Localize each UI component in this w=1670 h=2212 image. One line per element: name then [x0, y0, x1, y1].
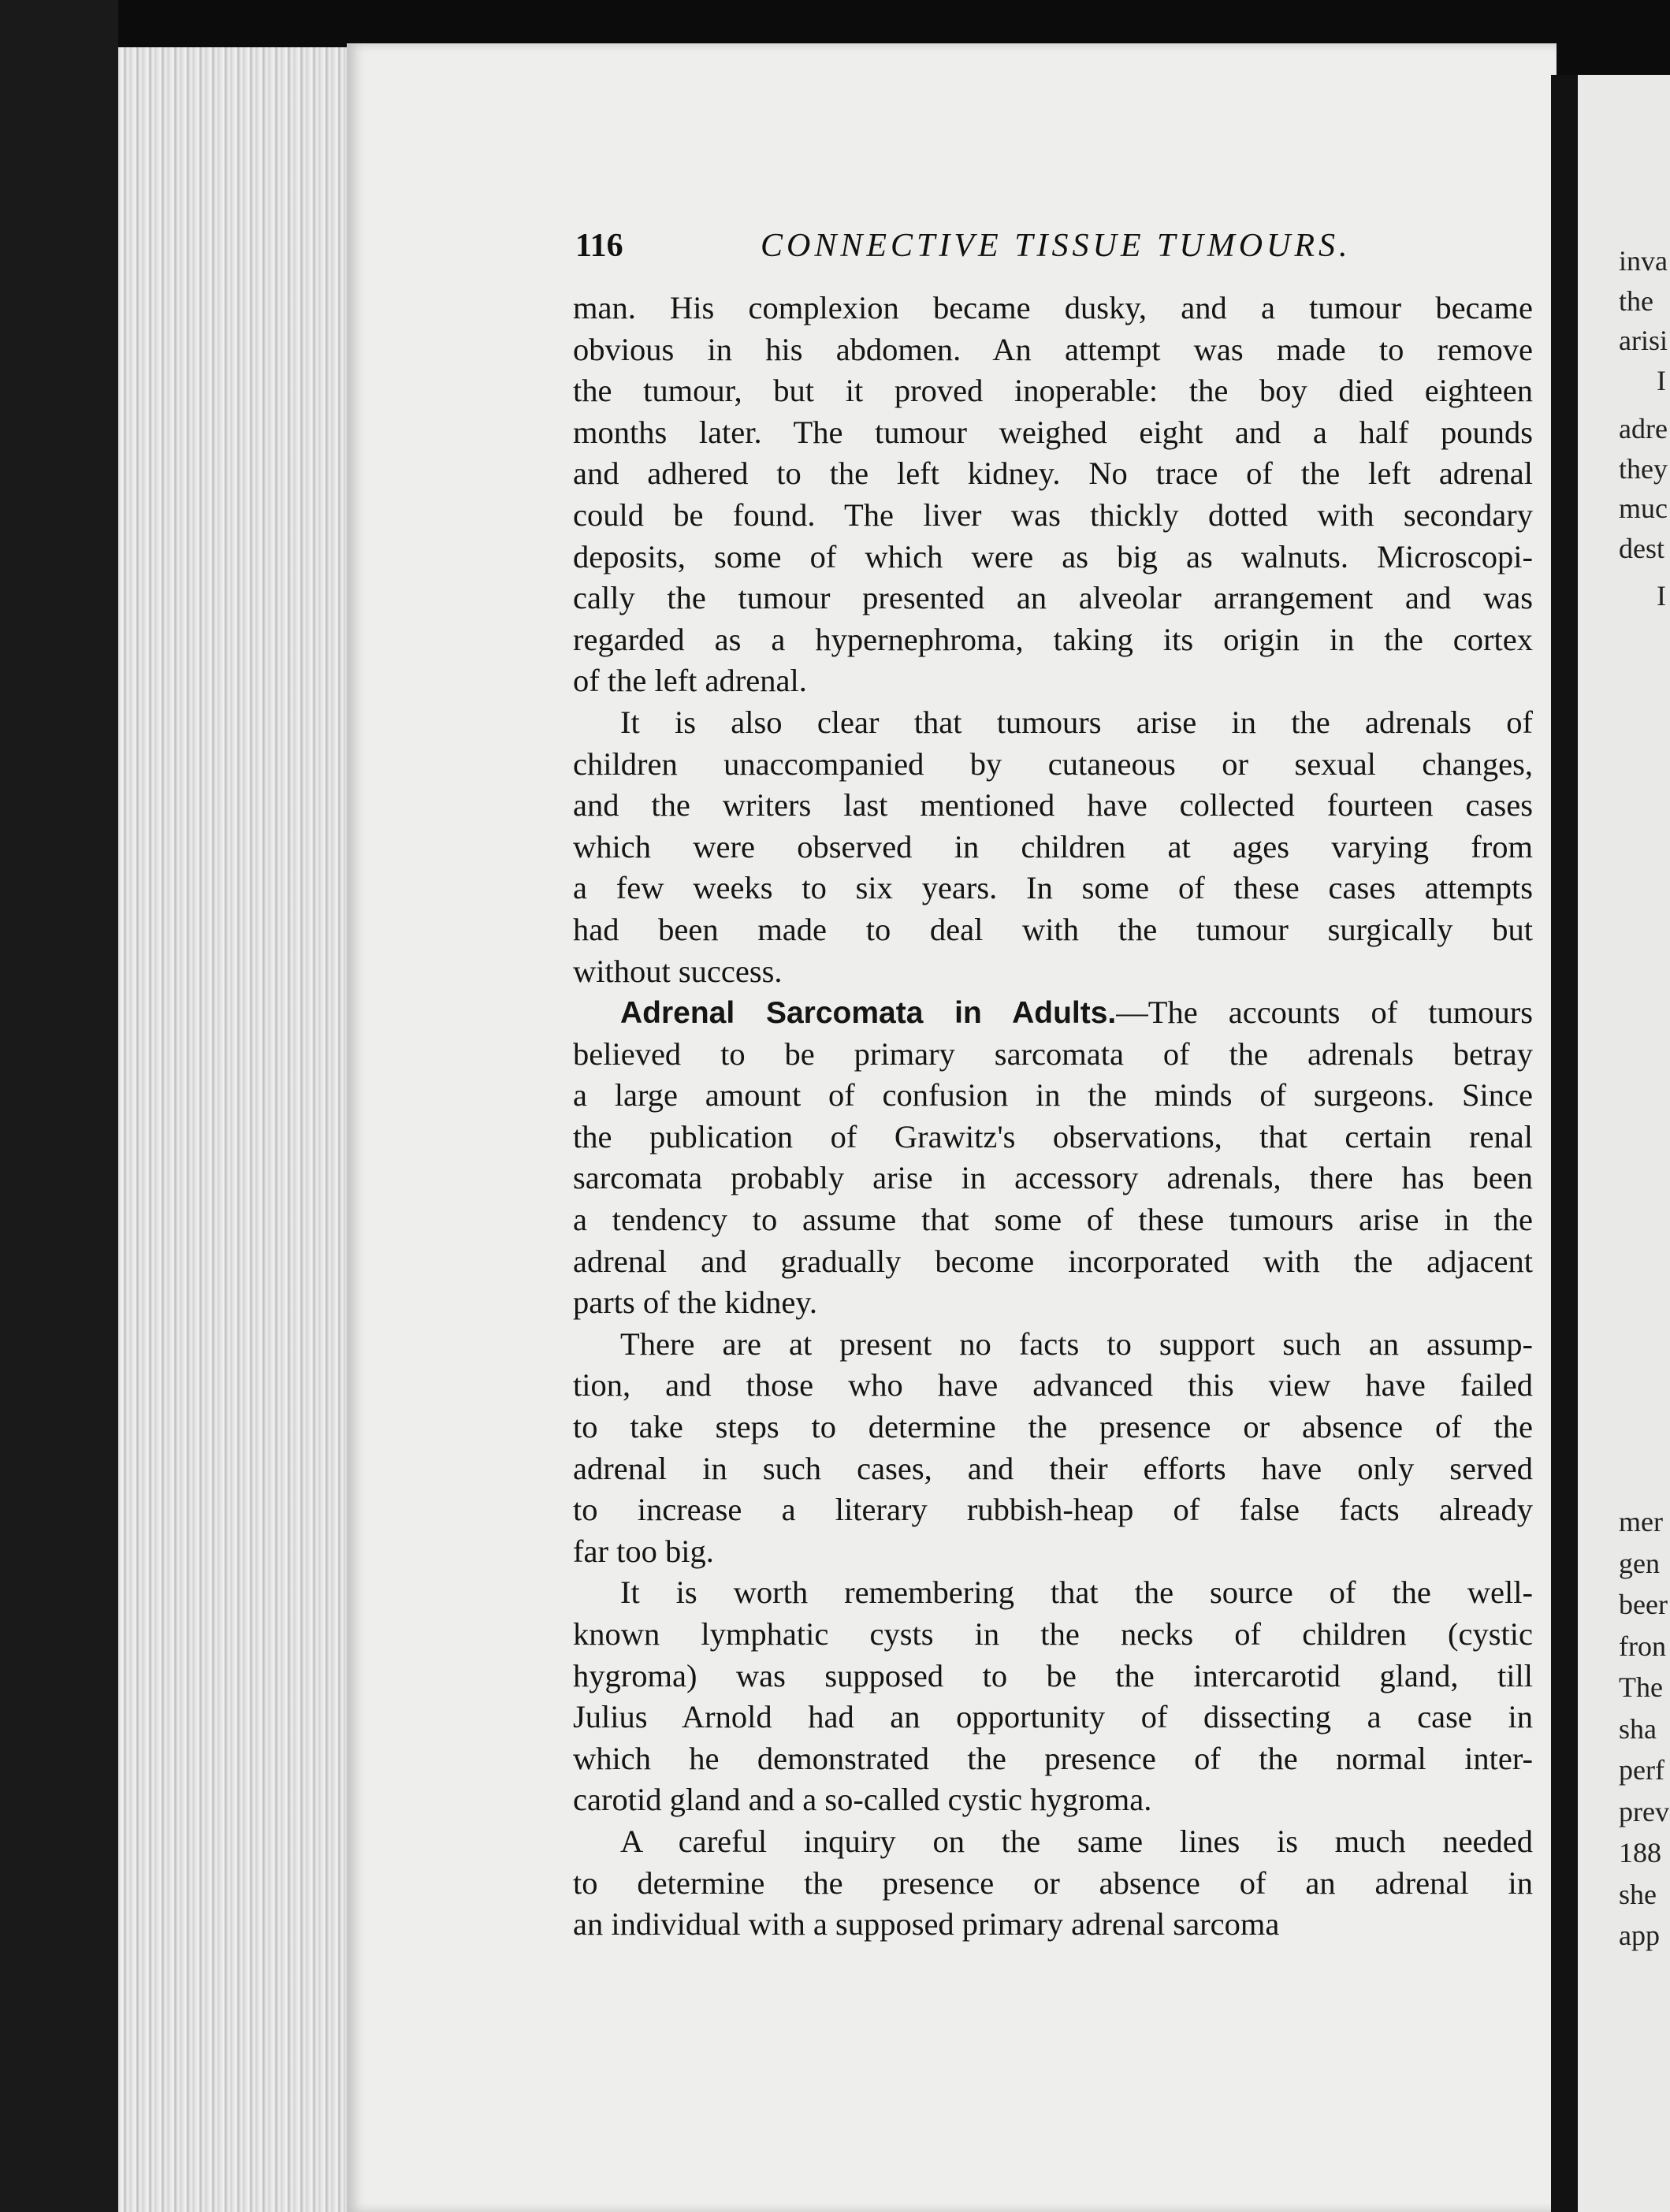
line-text: obvious in his abdomen. An attempt was made to remove: [573, 331, 1533, 367]
section-paragraph: [573, 992, 1533, 1324]
line-text: hygroma) was supposed to be the intercarotid gland, till: [573, 1657, 1533, 1693]
line-text: sarcomata probably arise in accessory adrenals, there has been: [573, 1160, 1533, 1196]
text-line: [573, 1531, 1533, 1573]
text-line: [573, 619, 1533, 661]
line-text: adrenal and gradually become incorporated with the adjacent: [573, 1243, 1533, 1279]
text-line: [573, 1448, 1533, 1490]
text-line: [573, 1199, 1533, 1241]
facing-page-fragment: [1578, 75, 1670, 2212]
facing-line: beer: [1619, 1589, 1668, 1620]
line-text: months later. The tumour weighed eight and a half pounds: [573, 414, 1533, 450]
line-text: which he demonstrated the presence of the normal inter-: [573, 1740, 1533, 1776]
text-line: [573, 453, 1533, 495]
text-line: [573, 992, 1533, 1034]
facing-line: they: [1619, 453, 1668, 485]
text-line: [573, 1158, 1533, 1199]
text-line: [573, 1572, 1533, 1614]
text-line: [573, 1489, 1533, 1531]
facing-line: app: [1619, 1920, 1660, 1951]
text-line: [573, 1821, 1533, 1863]
line-text: a few weeks to six years. In some of these cases attempts: [573, 870, 1533, 906]
facing-line: arisi: [1619, 325, 1668, 356]
paragraph: [573, 1821, 1533, 1946]
facing-line: adre: [1619, 413, 1668, 444]
text-line: [573, 660, 1533, 702]
line-text: known lymphatic cysts in the necks of children (cystic: [573, 1616, 1533, 1652]
line-text: It is worth remembering that the source of the well-: [620, 1574, 1533, 1611]
text-line: [573, 1075, 1533, 1117]
line-text: an individual with a supposed primary adrenal sarcoma: [573, 1906, 1280, 1942]
text-line: [573, 1324, 1533, 1366]
text-line: [573, 744, 1533, 786]
text-line: [573, 1863, 1533, 1905]
text-line: [573, 1117, 1533, 1158]
text-line: [573, 495, 1533, 537]
line-text: to take steps to determine the presence or absence of the: [573, 1409, 1533, 1445]
line-text: Julius Arnold had an opportunity of dissecting a case in: [573, 1699, 1533, 1735]
line-text: without success.: [573, 953, 783, 989]
text-line: [573, 1904, 1533, 1946]
body-text: [573, 288, 1533, 1946]
text-line: [573, 702, 1533, 744]
text-line: [573, 785, 1533, 827]
facing-line: inva: [1619, 245, 1668, 277]
paragraph: [573, 288, 1533, 702]
line-text: tion, and those who have advanced this view have failed: [573, 1367, 1533, 1403]
line-text: adrenal in such cases, and their efforts have only served: [573, 1450, 1533, 1486]
text-line: [573, 370, 1533, 412]
line-text: and the writers last mentioned have collected fourteen cases: [573, 787, 1533, 823]
line-text: regarded as a hypernephroma, taking its origin in the cortex: [573, 621, 1533, 657]
line-text: of the left adrenal.: [573, 663, 807, 699]
text-line: [573, 1697, 1533, 1738]
text-line: [573, 827, 1533, 868]
facing-line: I: [1657, 365, 1666, 396]
facing-line: The: [1619, 1671, 1663, 1703]
text-line: [573, 412, 1533, 454]
section-heading: Adrenal Sarcomata in Adults.: [620, 996, 1117, 1031]
text-line: [573, 1282, 1533, 1324]
line-text: —The accounts of tumours: [1116, 994, 1533, 1031]
text-line: [573, 1407, 1533, 1448]
facing-line: 188: [1619, 1837, 1661, 1868]
text-line: [573, 909, 1533, 951]
line-text: carotid gland and a so-called cystic hygroma.: [573, 1782, 1152, 1818]
text-line: [573, 1779, 1533, 1821]
text-line: [573, 1614, 1533, 1656]
line-text: deposits, some of which were as big as walnuts. Microscopi-: [573, 538, 1533, 574]
book-gutter: [1551, 75, 1578, 2212]
running-head-title: CONNECTIVE TISSUE TUMOURS.: [761, 228, 1352, 264]
facing-line: perf: [1619, 1754, 1664, 1786]
line-text: far too big.: [573, 1533, 714, 1569]
facing-line: mer: [1619, 1506, 1663, 1537]
line-text: a large amount of confusion in the minds of surgeons. Since: [573, 1077, 1533, 1113]
facing-line: I: [1657, 580, 1666, 612]
line-text: believed to be primary sarcomata of the adrenals betray: [573, 1035, 1533, 1072]
facing-line: prev: [1619, 1795, 1669, 1827]
text-line: [573, 1738, 1533, 1780]
facing-line: she: [1619, 1878, 1657, 1910]
line-text: which were observed in children at ages varying from: [573, 828, 1533, 864]
line-text: parts of the kidney.: [573, 1284, 818, 1321]
facing-line: fron: [1619, 1630, 1666, 1662]
text-line: [573, 868, 1533, 909]
text-line: [573, 1656, 1533, 1697]
facing-line: dest: [1619, 533, 1664, 564]
line-text: to determine the presence or absence of an adrenal in: [573, 1864, 1533, 1901]
page-edge-strip: [118, 47, 363, 2212]
facing-line: muc: [1619, 493, 1668, 524]
text-line: [573, 288, 1533, 329]
line-text: and adhered to the left kidney. No trace of the left adrenal: [573, 455, 1533, 492]
text-line: [573, 1034, 1533, 1076]
line-text: had been made to deal with the tumour surgically but: [573, 911, 1533, 947]
facing-line: sha: [1619, 1712, 1657, 1745]
line-text: children unaccompanied by cutaneous or sexual changes,: [573, 745, 1533, 782]
page-number: 116: [575, 228, 623, 264]
facing-line: gen: [1619, 1547, 1660, 1579]
line-text: cally the tumour presented an alveolar arrangement and was: [573, 580, 1533, 616]
line-text: to increase a literary rubbish-heap of false facts already: [573, 1492, 1533, 1528]
line-text: There are at present no facts to support such an assump-: [620, 1325, 1533, 1362]
paragraph: [573, 1324, 1533, 1573]
running-head: [575, 227, 1537, 274]
line-text: could be found. The liver was thickly dotted with secondary: [573, 496, 1533, 533]
text-line: [573, 1241, 1533, 1283]
line-text: a tendency to assume that some of these tumours arise in the: [573, 1202, 1533, 1238]
paragraph: [573, 702, 1533, 992]
line-text: the publication of Grawitz's observations, that certain renal: [573, 1118, 1533, 1154]
text-line: [573, 578, 1533, 619]
text-line: [573, 329, 1533, 371]
paragraph: [573, 1572, 1533, 1821]
text-line: [573, 537, 1533, 578]
facing-line: the: [1619, 285, 1653, 317]
line-text: man. His complexion became dusky, and a tumour became: [573, 290, 1533, 325]
text-line: [573, 951, 1533, 993]
line-text: the tumour, but it proved inoperable: the boy died eighteen: [573, 373, 1533, 409]
scan-left-margin: [0, 0, 118, 2212]
line-text: It is also clear that tumours arise in the adrenals of: [620, 704, 1533, 740]
text-line: [573, 1365, 1533, 1407]
line-text: A careful inquiry on the same lines is much needed: [620, 1823, 1533, 1859]
